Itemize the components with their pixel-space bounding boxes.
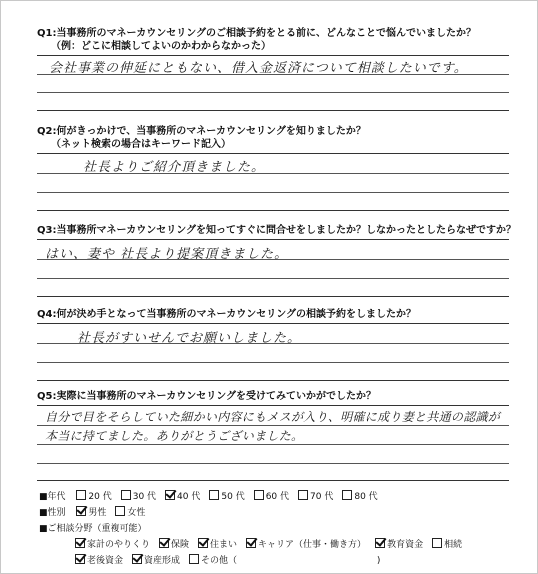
field-option-label: キャリア（仕事・働き方） [258,540,367,550]
answer-line [37,425,509,426]
field-checkbox[interactable] [246,538,256,548]
field-checkbox[interactable] [159,538,169,548]
field-option [375,537,423,553]
question-5 [37,390,509,481]
field-checkbox[interactable] [198,538,208,548]
age-option-label: 20 代 [88,492,112,502]
field-row-label [39,521,471,537]
field-option-label: 保険 [171,540,190,550]
age-label: ■年代 [39,492,66,502]
field-option [189,553,237,569]
question-5-answer-box [37,405,509,481]
question-2-title: Q2:何がきっかけで、当事務所のマネーカウンセリングを知りましたか？ [37,126,366,137]
age-option-label: 70 代 [310,492,334,502]
question-1 [37,27,509,111]
field-checkbox[interactable] [432,538,442,548]
field-checkbox[interactable] [132,554,142,564]
question-1-title: Q1:当事務所のマネーカウンセリングのご相談予約をとる前に、どんなことで悩んでいましたか？ [37,28,477,39]
field-option [198,537,237,553]
field-option-label: 資産形成 [144,556,181,566]
gender-option [76,505,106,521]
age-checkbox[interactable] [298,490,308,500]
gender-checkbox[interactable] [76,506,86,516]
field-checkbox[interactable] [189,554,199,564]
gender-checkbox[interactable] [115,506,125,516]
question-3-answer-box [37,239,509,297]
age-checkbox[interactable] [76,490,86,500]
field-checkbox[interactable] [75,538,85,548]
age-checkbox[interactable] [342,490,352,500]
gender-row [39,505,471,521]
question-5-answer-line-2: 本当に持てました。ありがとうございました。 [45,429,304,443]
question-3-title: Q3:当事務所マネーカウンセリングを知ってすぐに問合せをしましたか？しなかったとしたらなぜですか？ [37,225,517,236]
gender-option-label: 女性 [127,508,146,518]
question-2-answer: 社長よりご紹介頂きました。 [83,160,266,175]
age-option-label: 80 代 [354,492,378,502]
field-option-label: 相続 [444,540,463,550]
age-option-label: 50 代 [221,492,245,502]
age-option [342,489,377,505]
gender-option [115,505,145,521]
question-2 [37,125,509,211]
age-checkbox[interactable] [121,490,131,500]
question-2-note: （ネット検索の場合はキーワード記入） [51,139,231,150]
answer-line [37,278,509,279]
gender-label: ■性別 [39,508,66,518]
field-option-label: 老後資金 [87,556,124,566]
age-checkbox[interactable] [165,490,175,500]
respondent-profile [39,489,471,569]
question-1-example: （例：どこに相談してよいのかわからなかった） [51,41,271,52]
question-3 [37,224,517,297]
field-option-label: その他（ [201,556,238,566]
field-row-2 [39,553,471,569]
field-option-label: 住まい [210,540,238,550]
field-checkbox[interactable] [375,538,385,548]
field-option-label: 家計のやりくり [87,540,151,550]
field-option [132,553,180,569]
question-1-answer: 会社事業の伸延にともない、借入金返済について相談したいです。 [49,61,468,76]
question-2-answer-box [37,153,509,211]
age-checkbox[interactable] [254,490,264,500]
field-option [246,537,366,553]
field-options-1 [75,537,471,553]
field-option-label: 教育資金 [387,540,424,550]
question-3-answer: はい、妻や 社長より提案頂きました。 [45,247,289,262]
other-close-paren: ) [376,556,381,566]
question-4-answer-box [37,323,509,381]
field-row-1 [39,537,471,553]
field-option [159,537,189,553]
age-option [121,489,156,505]
answer-line [37,444,509,445]
question-4-answer: 社長がすいせんでお願いしました。 [77,331,302,346]
question-1-answer-box [37,55,509,111]
age-checkbox[interactable] [209,490,219,500]
answer-line [37,463,509,464]
age-option [298,489,333,505]
field-label: ■ご相談分野（重複可能） [39,524,147,534]
age-options [76,489,386,505]
question-5-answer-line-1: 自分で目をそらしていた細かい内容にもメスが入り、明確に成り妻と共通の認識が [45,410,501,424]
answer-line [37,362,509,363]
age-option-label: 40 代 [177,492,201,502]
age-option-label: 60 代 [265,492,290,502]
question-4-title: Q4:何が決め手となって当事務所のマネーカウンセリングの相談予約をしましたか？ [37,309,417,320]
gender-options [76,505,154,521]
answer-line [37,192,509,193]
age-option [254,489,289,505]
field-option [432,537,462,553]
age-option [209,489,244,505]
age-option-label: 30 代 [132,492,157,502]
field-checkbox[interactable] [75,554,85,564]
age-option [165,489,200,505]
question-4 [37,308,509,381]
field-options-2 [75,553,246,569]
gender-option-label: 男性 [88,508,107,518]
field-option [75,553,123,569]
age-row [39,489,471,505]
question-5-title: Q5:実際に当事務所のマネーカウンセリングを受けてみていかがでしたか？ [37,391,377,402]
answer-line [37,92,509,93]
